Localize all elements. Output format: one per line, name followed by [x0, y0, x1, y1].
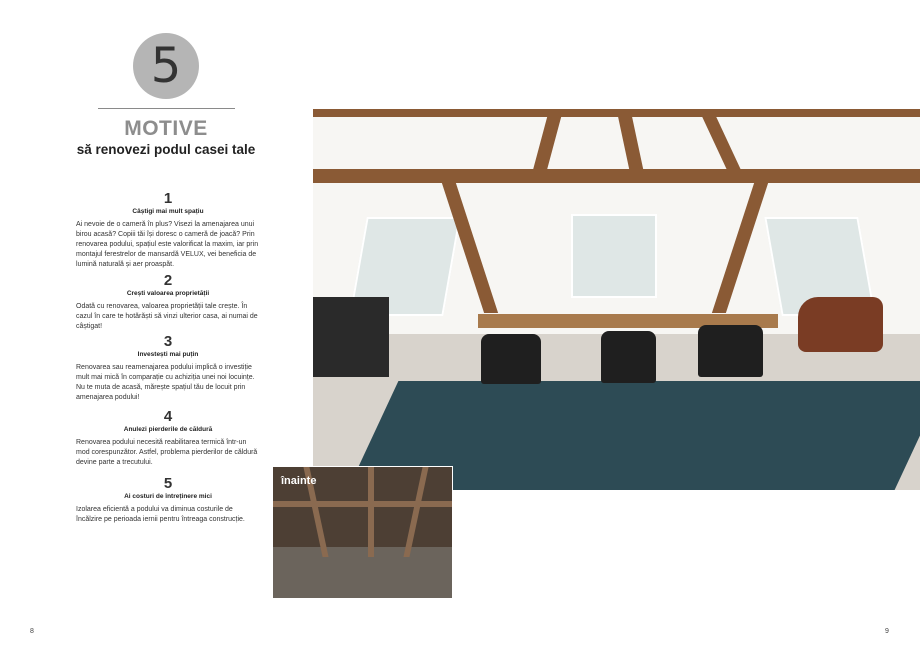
before-rafter [273, 501, 452, 507]
reason-1 [76, 191, 260, 270]
reason-heading: Ai costuri de întreținere mici [124, 493, 212, 500]
reason-number: 2 [163, 272, 173, 289]
before-renovation-photo [272, 466, 453, 599]
reason-4 [76, 409, 260, 468]
reason-heading: Investești mai puțin [137, 351, 199, 358]
skylight-window [571, 214, 657, 298]
page-number-left: 8 [30, 628, 34, 635]
before-floor [273, 547, 452, 598]
chair [698, 325, 763, 377]
reason-body: Renovarea sau reamenajarea podului implică o investiție mult mai mică în comparație cu achiziția unei noi locuințe. Nu te muta de acasă, mărește spațiul tău de locuit prin amenajarea podului! [76, 364, 255, 401]
reason-body: Izolarea eficientă a podului va diminua costurile de încălzire pe perioada iernii pentru întreaga construcție. [76, 506, 245, 523]
roof-beam [313, 169, 920, 183]
reason-number: 3 [163, 333, 173, 350]
reason-heading: Anulezi pierderile de căldură [123, 426, 213, 433]
lounge-chair [798, 297, 883, 352]
reason-number: 4 [163, 408, 173, 425]
page-number-right: 9 [885, 628, 889, 635]
page-title: MOTIVE [124, 117, 208, 140]
kitchen-island [313, 297, 389, 377]
reason-2 [76, 273, 260, 332]
number-badge: 5 [133, 33, 199, 99]
page-subtitle: să renovezi podul casei tale [76, 142, 256, 157]
reason-3 [76, 334, 260, 403]
reason-heading: Câștigi mai mult spațiu [132, 208, 204, 215]
chair [481, 334, 541, 384]
reason-5 [76, 476, 260, 525]
before-rafter [403, 467, 428, 557]
reason-body: Odată cu renovarea, valoarea proprietății tale crește. În cazul în care te hotărăști să vinzi ulterior casa, ai numai de câștigat! [76, 303, 258, 330]
reason-body: Ai nevoie de o cameră în plus? Visezi la amenajarea unui birou acasă? Copiii tăi își doresc o cameră de joacă? Prin renovarea podului, spațiul este valorificat la maxim, iar prin montajul ferestrelor de mansardă VELUX, vei beneficia de lumină naturală și aer proaspăt. [76, 221, 259, 268]
chair [601, 331, 656, 383]
reason-heading: Crești valoarea proprietății [126, 290, 210, 297]
before-rafter [368, 467, 374, 557]
renovated-attic-photo [313, 109, 920, 490]
before-label: înainte [281, 475, 317, 487]
reason-number: 5 [163, 475, 173, 492]
reason-number: 1 [163, 190, 173, 207]
reason-body: Renovarea podului necesită reabilitarea termică într-un mod corespunzător. Astfel, problema pierderilor de căldură devine parte a trecutului. [76, 439, 258, 466]
title-divider [98, 108, 235, 109]
